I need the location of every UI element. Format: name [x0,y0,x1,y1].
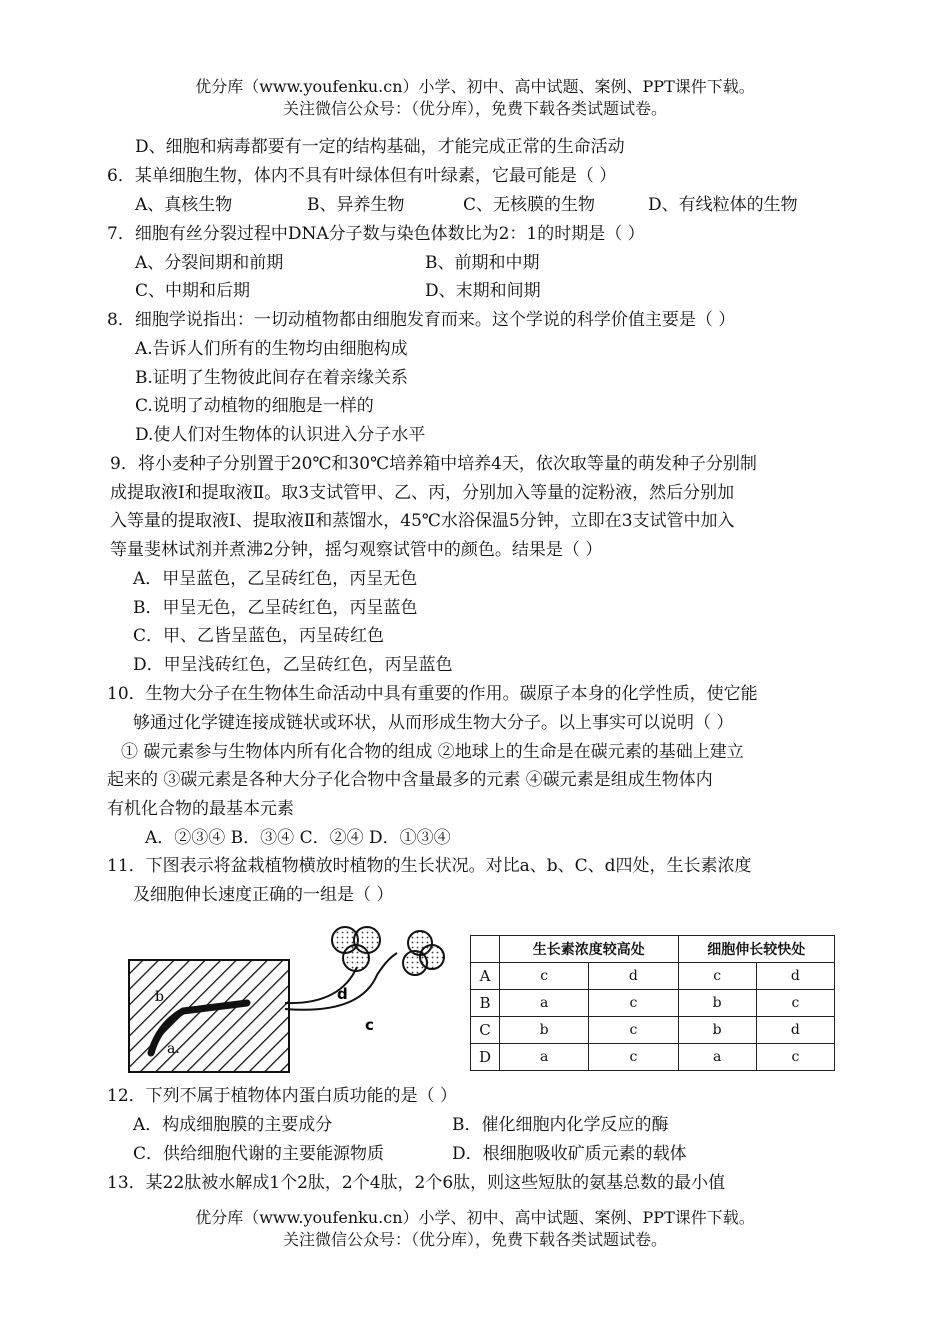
q7-option-a: A、分裂间期和前期 [135,253,284,273]
q12-option-c: C．供给细胞代谢的主要能源物质 [133,1144,385,1164]
q5-option-d: D、细胞和病毒都要有一定的结构基础，才能完成正常的生命活动 [135,137,625,157]
table-cell: c [589,1017,678,1044]
header-line-2: 关注微信公众号：（优分库），免费下载各类试题试卷。 [282,99,667,118]
q12-option-a: A．构成细胞膜的主要成分 [133,1115,333,1135]
q10-line-2: 够通过化学键连接成链状或环状，从而形成生物大分子。以上事实可以说明（ ） [133,713,734,733]
q6-option-a: A、真核生物 [135,195,233,215]
table-row [471,1044,835,1071]
q6-stem: 6．某单细胞生物，体内不具有叶绿体但有叶绿素，它最可能是（ ） [107,166,617,186]
leaf-cluster-right [403,931,444,975]
row-label: B [471,990,500,1017]
row-label: A [471,963,500,990]
table-row [471,990,835,1017]
q8-option-b: B.证明了生物彼此间存在着亲缘关系 [135,368,408,388]
table-cell: d [756,1017,834,1044]
q7-stem: 7．细胞有丝分裂过程中DNA分子数与染色体数比为2：1的时期是（ ） [107,224,645,244]
q12-option-b: B．催化细胞内化学反应的酶 [452,1115,669,1135]
q11-figure [125,915,835,1085]
q9-line-2: 成提取液Ⅰ和提取液Ⅱ。取3支试管甲、乙、丙，分别加入等量的淀粉液，然后分别加 [110,483,735,503]
q10-line-1: 10．生物大分子在生物体生命活动中具有重要的作用。碳原子本身的化学性质，使它能 [107,684,758,704]
q10-line-4: 起来的 ③碳元素是各种大分子化合物中含量最多的元素 ④碳元素是组成生物体内 [107,770,713,790]
table-cell: d [589,963,678,990]
table-cell: c [589,990,678,1017]
table-cell: c [500,963,589,990]
q9-line-4: 等量斐林试剂并煮沸2分钟，摇匀观察试管中的颜色。结果是（ ） [110,540,603,560]
table-cell: a [500,1044,589,1071]
table-cell: b [678,1017,756,1044]
table-cell: c [589,1044,678,1071]
q6-option-d: D、有线粒体的生物 [648,195,798,215]
q10-line-5: 有机化合物的最基本元素 [107,799,294,819]
table-row [471,1017,835,1044]
q9-line-3: 入等量的提取液Ⅰ、提取液Ⅱ和蒸馏水，45℃水浴保温5分钟，立即在3支试管中加入 [110,511,735,531]
table-cell: a [500,990,589,1017]
q13-stem: 13．某22肽被水解成1个2肽，2个4肽，2个6肽，则这些短肽的氨基总数的最小值 [107,1173,726,1193]
table-cell: b [500,1017,589,1044]
q12-stem: 12．下列不属于植物体内蛋白质功能的是（ ） [107,1086,458,1106]
q9-line-1: 9．将小麦种子分别置于20℃和30℃培养箱中培养4天，依次取等量的萌发种子分别制 [110,454,757,474]
q12-option-d: D．根细胞吸收矿质元素的载体 [452,1144,687,1164]
table-cell: b [678,990,756,1017]
table-cell: a [678,1044,756,1071]
q10-line-3: ① 碳元素参与生物体内所有化合物的组成 ②地球上的生命是在碳元素的基础上建立 [121,742,744,762]
q9-option-a: A．甲呈蓝色，乙呈砖红色，丙呈无色 [133,569,418,589]
header-auxin-high: 生长素浓度较高处 [500,936,679,963]
q7-option-c: C、中期和后期 [135,281,251,301]
q8-stem: 8．细胞学说指出：一切动植物都由细胞发育而来。这个学说的科学价值主要是（ ） [107,310,736,330]
header-elongation-fast: 细胞伸长较快处 [678,936,834,963]
table-cell: c [756,990,834,1017]
footer-line-1: 优分库（www.youfenku.cn）小学、初中、高中试题、案例、PPT课件下载。 [195,1208,755,1227]
q6-option-c: C、无核膜的生物 [463,195,596,215]
q7-option-b: B、前期和中期 [425,253,540,273]
q8-option-d: D.使人们对生物体的认识进入分子水平 [135,425,426,445]
row-label: D [471,1044,500,1071]
footer-line-2: 关注微信公众号：（优分库），免费下载各类试题试卷。 [282,1230,667,1249]
plant-diagram [125,915,465,1085]
q9-option-b: B．甲呈无色，乙呈砖红色，丙呈蓝色 [133,598,418,618]
q8-option-c: C.说明了动植物的细胞是一样的 [135,396,374,416]
q9-option-c: C．甲、乙皆呈蓝色，丙呈砖红色 [133,626,385,646]
table-cell: c [756,1044,834,1071]
label-c: c [365,1016,374,1034]
leaf-cluster-left [332,927,380,971]
header-line-1: 优分库（www.youfenku.cn）小学、初中、高中试题、案例、PPT课件下载。 [195,77,755,96]
label-a: a. [167,1041,180,1057]
q11-line-1: 11．下图表示将盆栽植物横放时植物的生长状况。对比a、b、C、d四处，生长素浓度 [107,856,752,876]
page-footer [0,1207,950,1251]
q7-option-d: D、末期和间期 [425,281,541,301]
q6-option-b: B、异养生物 [307,195,405,215]
answer-grid-table [470,935,835,1071]
q10-options: A．②③④ B．③④ C．②④ D．①③④ [145,828,451,848]
table-cell: d [756,963,834,990]
table-row [471,963,835,990]
q8-option-a: A.告诉人们所有的生物均由细胞构成 [135,339,408,359]
page-header [0,76,950,120]
table-corner [471,936,500,963]
q9-option-d: D．甲呈浅砖红色，乙呈砖红色，丙呈蓝色 [133,655,453,675]
label-b: b [155,989,164,1005]
table-cell: c [678,963,756,990]
row-label: C [471,1017,500,1044]
q11-line-2: 及细胞伸长速度正确的一组是（ ） [133,885,394,905]
label-d: d [337,985,348,1003]
